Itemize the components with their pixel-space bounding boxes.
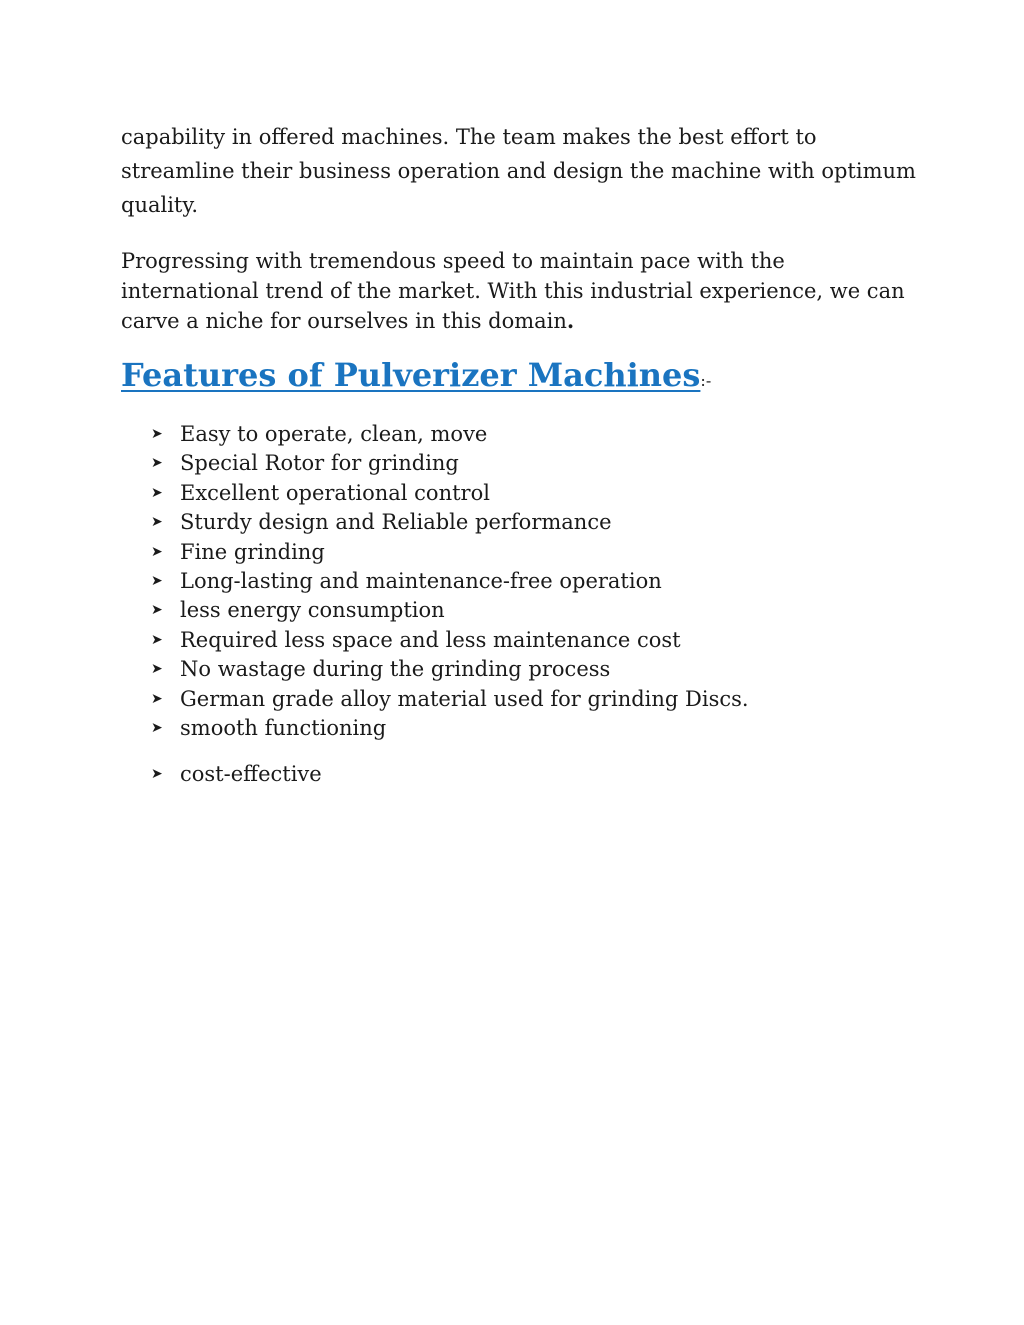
feature-text: Required less space and less maintenance cost — [180, 627, 681, 652]
feature-text: No wastage during the grinding process — [180, 657, 611, 682]
feature-item — [121, 760, 921, 789]
features-heading — [121, 356, 711, 394]
feature-text: German grade alloy material used for grinding Discs. — [180, 686, 749, 711]
feature-text: cost-effective — [180, 762, 322, 787]
progress-paragraph — [121, 246, 921, 336]
feature-item — [121, 449, 921, 478]
feature-item — [121, 626, 921, 655]
features-heading-link[interactable]: Features of Pulverizer Machines — [121, 356, 701, 394]
feature-text: Sturdy design and Reliable performance — [180, 510, 612, 535]
arrowhead-bullet-icon: ➤ — [151, 766, 163, 783]
arrowhead-bullet-icon: ➤ — [151, 455, 163, 472]
feature-item — [121, 538, 921, 567]
feature-text: Long-lasting and maintenance-free operation — [180, 569, 662, 594]
intro-paragraph: capability in offered machines. The team makes the best effort to streamline their business operation and design the machine with optimum quality. — [121, 125, 916, 217]
progress-paragraph-period: . — [566, 308, 575, 333]
feature-text: Special Rotor for grinding — [180, 451, 459, 476]
feature-item — [121, 420, 921, 449]
feature-item — [121, 508, 921, 537]
feature-text: Fine grinding — [180, 539, 325, 564]
features-heading-suffix: :- — [700, 371, 712, 390]
feature-item — [121, 479, 921, 508]
feature-item — [121, 567, 921, 596]
arrowhead-bullet-icon: ➤ — [151, 514, 163, 531]
feature-text: Excellent operational control — [180, 480, 490, 505]
arrowhead-bullet-icon: ➤ — [151, 573, 163, 590]
feature-text: less energy consumption — [180, 598, 445, 623]
arrowhead-bullet-icon: ➤ — [151, 484, 163, 501]
feature-item — [121, 714, 921, 743]
arrowhead-bullet-icon: ➤ — [151, 426, 163, 442]
arrowhead-bullet-icon: ➤ — [151, 602, 163, 619]
feature-item — [121, 685, 921, 714]
features-list — [121, 420, 921, 790]
feature-item — [121, 596, 921, 625]
feature-item — [121, 655, 921, 684]
progress-paragraph-text: Progressing with tremendous speed to maintain pace with the international trend of the market. With this industrial experience, we can carve a niche for ourselves in this domain — [121, 249, 905, 333]
arrowhead-bullet-icon: ➤ — [151, 631, 163, 648]
arrowhead-bullet-icon: ➤ — [151, 720, 163, 737]
arrowhead-bullet-icon: ➤ — [151, 661, 163, 678]
arrowhead-bullet-icon: ➤ — [151, 543, 163, 560]
feature-text: Easy to operate, clean, move — [180, 422, 488, 446]
arrowhead-bullet-icon: ➤ — [151, 690, 163, 707]
feature-text: smooth functioning — [180, 716, 387, 741]
